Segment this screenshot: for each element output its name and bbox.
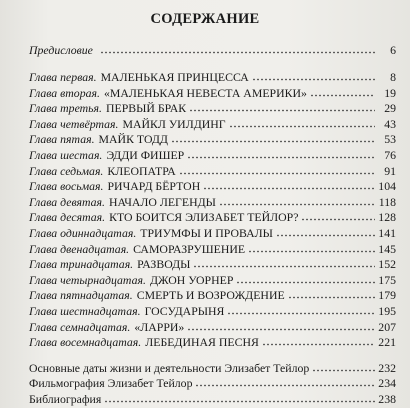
page-number: 128 <box>378 210 396 225</box>
leader-dots <box>227 306 375 315</box>
page-number: 6 <box>390 43 396 57</box>
page-number: 29 <box>384 101 396 116</box>
leader-dots <box>252 72 375 81</box>
leader-dots <box>310 88 375 97</box>
toc-entry-chapter-7[interactable] <box>29 164 396 179</box>
chapter-title: МАЛЕНЬКАЯ ПРИНЦЕССА <box>100 70 249 84</box>
page-number: 43 <box>384 116 396 131</box>
page-number: 238 <box>378 391 396 406</box>
page-number: 76 <box>384 148 396 162</box>
toc-entry-chapter-18[interactable] <box>29 335 396 350</box>
bleed-through-text <box>254 2 404 10</box>
leader-dots <box>193 259 375 268</box>
chapter-label: Глава четырнадцатая. <box>29 272 146 287</box>
page-number: 179 <box>378 288 396 303</box>
chapter-label: Глава семнадцатая. <box>29 319 131 334</box>
appendix-title: Библиография <box>29 391 102 406</box>
appendix-title: Основные даты жизни и деятельности Элизабет Тейлор <box>29 361 310 375</box>
chapter-label: Глава девятая. <box>29 194 105 209</box>
leader-dots <box>301 212 375 221</box>
toc-entry-filmography[interactable] <box>29 376 396 391</box>
leader-dots <box>236 275 375 284</box>
chapter-title: СМЕРТЬ И ВОЗРОЖДЕНИЕ <box>136 288 285 303</box>
chapter-label: Глава десятая. <box>29 210 106 225</box>
leader-dots <box>229 119 375 128</box>
chapter-title: ТРИУМФЫ И ПРОВАЛЫ <box>140 226 273 240</box>
chapter-title: ЭДДИ ФИШЕР <box>106 148 185 162</box>
chapter-title: ГОСУДАРЫНЯ <box>144 304 225 318</box>
chapter-label: Глава шестая. <box>29 148 103 162</box>
toc-entry-chapter-17[interactable] <box>29 320 396 335</box>
page-number: 91 <box>384 163 396 178</box>
leader-dots <box>312 363 375 372</box>
page-title: СОДЕРЖАНИЕ <box>150 11 260 27</box>
page-number: 232 <box>378 361 396 375</box>
chapter-label: Глава восьмая. <box>29 179 104 194</box>
chapter-label: Глава восемнадцатая. <box>29 335 142 350</box>
chapter-title: КТО БОИТСЯ ЭЛИЗАБЕТ ТЕЙЛОР? <box>109 210 299 225</box>
chapter-label: Глава первая. <box>29 70 97 84</box>
leader-dots <box>100 45 375 54</box>
toc-entry-chapter-6[interactable] <box>29 148 396 163</box>
leader-dots <box>187 150 375 159</box>
chapter-label: Глава шестнадцатая. <box>29 304 141 318</box>
toc-entry-chapter-1[interactable] <box>29 70 396 85</box>
chapter-title: «МАЛЕНЬКАЯ НЕВЕСТА АМЕРИКИ» <box>103 85 307 100</box>
leader-dots <box>171 134 375 143</box>
chapter-label: Глава четвёртая. <box>29 116 119 131</box>
chapter-title: РИЧАРД БЁРТОН <box>107 179 201 194</box>
toc-entry-chapter-11[interactable] <box>29 226 396 241</box>
chapter-label: Глава третья. <box>29 101 102 116</box>
toc-entry-chapter-4[interactable] <box>29 117 396 132</box>
toc-entry-preface[interactable] <box>29 43 396 58</box>
leader-dots <box>104 394 375 403</box>
page-number: 175 <box>378 272 396 287</box>
toc-entry-chapter-8[interactable] <box>29 179 396 194</box>
chapter-label: Глава тринадцатая. <box>29 257 134 272</box>
chapter-label: Глава одиннадцатая. <box>29 226 137 240</box>
chapter-label: Глава вторая. <box>29 85 100 100</box>
page-number: 221 <box>378 335 396 350</box>
toc-entry-chapter-3[interactable] <box>29 101 396 116</box>
leader-dots <box>189 103 375 112</box>
chapter-title: «ЛАРРИ» <box>134 319 185 334</box>
toc-entry-chapter-16[interactable] <box>29 304 396 319</box>
leader-dots <box>262 337 375 346</box>
toc-entry-chapter-5[interactable] <box>29 132 396 147</box>
leader-dots <box>276 228 375 237</box>
chapter-title: ДЖОН УОРНЕР <box>149 272 234 287</box>
page-number: 104 <box>378 179 396 194</box>
toc-entry-chapter-14[interactable] <box>29 273 396 288</box>
chapter-title: САМОРАЗРУШЕНИЕ <box>133 241 246 256</box>
chapter-label: Глава пятнадцатая. <box>29 288 133 303</box>
leader-dots <box>248 244 375 253</box>
toc-entry-chronology[interactable] <box>29 361 396 376</box>
toc-entry-bibliography[interactable] <box>29 392 396 407</box>
page-number: 195 <box>378 304 396 318</box>
leader-dots <box>179 166 375 175</box>
toc-entry-chapter-10[interactable] <box>29 210 396 225</box>
toc-entry-chapter-13[interactable] <box>29 257 396 272</box>
toc-entry-chapter-2[interactable] <box>29 86 396 101</box>
page-number: 8 <box>390 70 396 84</box>
chapter-title: КЛЕОПАТРА <box>107 163 176 178</box>
page-number: 118 <box>378 194 396 209</box>
page-number: 19 <box>384 85 396 100</box>
page-number: 145 <box>378 241 396 256</box>
appendix-title: Фильмография Элизабет Тейлор <box>29 376 193 391</box>
toc-entry-chapter-9[interactable] <box>29 195 396 210</box>
leader-dots <box>187 322 375 331</box>
page-number: 141 <box>378 226 396 240</box>
page-number: 234 <box>378 376 396 391</box>
chapter-label: Глава двенадцатая. <box>29 241 130 256</box>
page-number: 207 <box>378 319 396 334</box>
leader-dots <box>195 378 375 387</box>
chapter-title: РАЗВОДЫ <box>137 257 191 272</box>
entry-title: Предисловие <box>29 43 93 57</box>
chapter-title: ЛЕБЕДИНАЯ ПЕСНЯ <box>145 335 259 350</box>
chapter-label: Глава седьмая. <box>29 163 104 178</box>
toc-entry-chapter-12[interactable] <box>29 242 396 257</box>
page-number: 53 <box>384 132 396 147</box>
leader-dots <box>203 181 375 190</box>
chapter-label: Глава пятая. <box>29 132 95 147</box>
leader-dots <box>288 290 375 299</box>
chapter-title: МАЙКЛ УИЛДИНГ <box>122 116 226 131</box>
toc-entry-chapter-15[interactable] <box>29 288 396 303</box>
chapter-title: НАЧАЛО ЛЕГЕНДЫ <box>108 194 216 209</box>
chapter-title: МАЙК ТОДД <box>98 132 168 147</box>
chapter-title: ПЕРВЫЙ БРАК <box>105 101 187 116</box>
page-number: 152 <box>378 257 396 272</box>
leader-dots <box>219 197 375 206</box>
